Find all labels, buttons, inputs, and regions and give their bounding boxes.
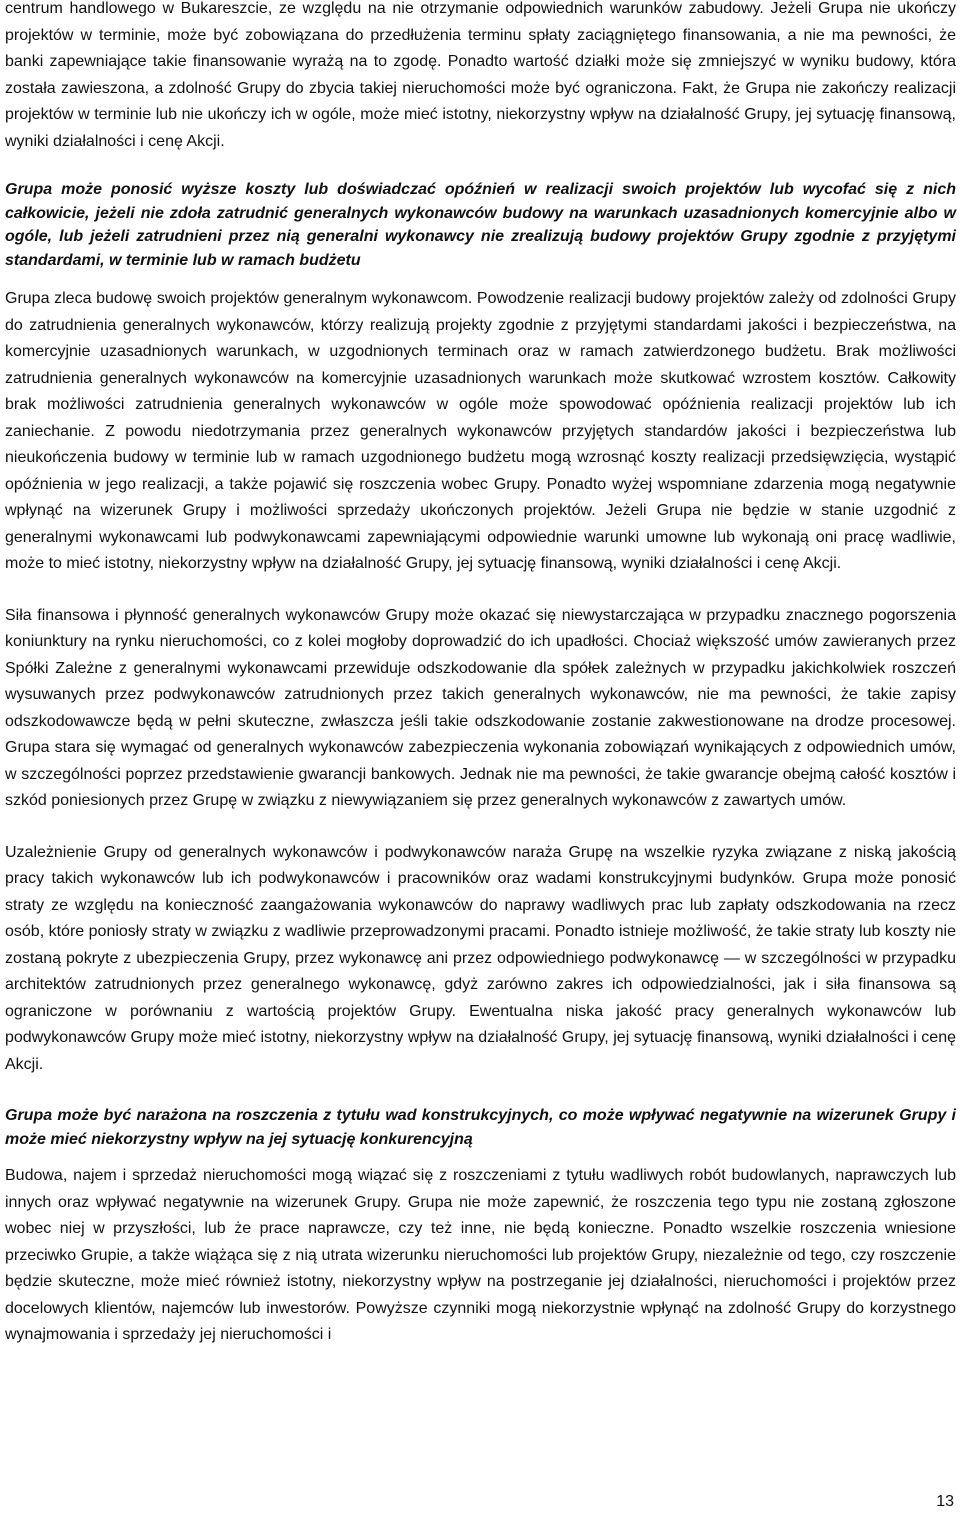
body-paragraph: centrum handlowego w Bukareszcie, ze względu na nie otrzymanie odpowiednich warunków zabudowy. Jeżeli Grupa nie ukończy projektów w terminie, może być zobowiązana do przedłużenia terminu spłaty zaciągniętego finansowania, a nie ma pewności, że banki zapewniające takie finansowanie wyrażą na to zgodę. Ponadto wartość działki może się zmniejszyć w wyniku budowy, która została zawieszona, a zdolność Grupy do zbycia takiej nieruchomości może być ograniczona. Fakt, że Grupa nie zakończy realizacji projektów w terminie lub nie ukończy ich w ogóle, może mieć istotny, niekorzystny wpływ na działalność Grupy, jej sytuację finansową, wyniki działalności i cenę Akcji. [5, 0, 956, 150]
section-heading: Grupa może być narażona na roszczenia z tytułu wad konstrukcyjnych, co może wpływać negatywnie na wizerunek Grupy i może mieć niekorzystny wpływ na jej sytuację konkurencyjną [5, 1107, 956, 1148]
body-paragraph: Grupa zleca budowę swoich projektów generalnym wykonawcom. Powodzenie realizacji budowy projektów zależy od zdolności Grupy do zatrudnienia generalnych wykonawców, którzy realizują projekty zgodnie z przyjętymi standardami jakości i bezpieczeństwa, na komercyjnie uzasadnionych warunkach, w uzgodnionych terminach oraz w ramach zatwierdzonego budżetu. Brak możliwości zatrudnienia generalnych wykonawców na komercyjnie uzasadnionych warunkach może skutkować wzrostem kosztów. Całkowity brak możliwości zatrudnienia generalnych wykonawców w ogóle może spowodować opóźnienia realizacji projektów lub ich zaniechanie. Z powodu niedotrzymania przez generalnych wykonawców przyjętych standardów jakości i bezpieczeństwa lub nieukończenia budowy w terminie lub w ramach uzgodnionego budżetu mogą wzrosnąć koszty realizacji przedsięwzięcia, wystąpić opóźnienia w jego realizacji, a także pojawić się roszczenia wobec Grupy. Ponadto wyżej wspomniane zdarzenia mogą negatywnie wpłynąć na wizerunek Grupy i możliwości sprzedaży ukończonych projektów. Jeżeli Grupa nie będzie w stanie uzgodnić z generalnymi wykonawcami lub podwykonawcami zapewniającymi odpowiednie warunki umowne lub wykonają oni pracę wadliwie, może to mieć istotny, niekorzystny wpływ na działalność Grupy, jej sytuację finansową, wyniki działalności i cenę Akcji. [5, 290, 956, 572]
page-number: 13 [936, 1493, 954, 1510]
document-page [5, 0, 956, 1349]
body-paragraph: Siła finansowa i płynność generalnych wykonawców Grupy może okazać się niewystarczająca w przypadku znacznego pogorszenia koniunktury na rynku nieruchomości, co z kolei mogłoby doprowadzić do ich upadłości. Chociaż większość umów zawieranych przez Spółki Zależne z generalnymi wykonawcami przewiduje odszkodowanie dla spółek zależnych w przypadku jakichkolwiek roszczeń wysuwanych przez podwykonawców zatrudnionych przez takich generalnych wykonawców, nie ma pewności, że takie zapisy odszkodowawcze będą w pełni skuteczne, zwłaszcza jeśli takie odszkodowanie zostanie zakwestionowane na drodze procesowej. Grupa stara się wymagać od generalnych wykonawców zabezpieczenia wykonania zobowiązań wynikających z odpowiednich umów, w szczególności poprzez przedstawienie gwarancji bankowych. Jednak nie ma pewności, że takie gwarancje obejmą całość kosztów i szkód poniesionych przez Grupę w związku z niewywiązaniem się przez generalnych wykonawców z zawartych umów. [5, 606, 956, 809]
body-paragraph: Budowa, najem i sprzedaż nieruchomości mogą wiązać się z roszczeniami z tytułu wadliwych robót budowlanych, naprawczych lub innych oraz wpływać negatywnie na wizerunek Grupy. Grupa nie może zapewnić, że roszczenia tego typu nie zostaną zgłoszone wobec niej w przyszłości, lub że prace naprawcze, czy też inne, nie będą konieczne. Ponadto wszelkie roszczenia wniesione przeciwko Grupie, a także wiążąca się z nią utrata wizerunku nieruchomości lub projektów Grupy, niezależnie od tego, czy roszczenie będzie skuteczne, może mieć również istotny, niekorzystny wpływ na postrzeganie jej działalności, nieruchomości i projektów przez docelowych klientów, najemców lub inwestorów. Powyższe czynniki mogą niekorzystnie wpłynąć na zdolność Grupy do korzystnego wynajmowania i sprzedaży jej nieruchomości i [5, 1167, 956, 1343]
section-heading: Grupa może ponosić wyższe koszty lub doświadczać opóźnień w realizacji swoich projektów lub wycofać się z nich całkowicie, jeżeli nie zdoła zatrudnić generalnych wykonawców budowy na warunkach uzasadnionych komercyjnie albo w ogóle, lub jeżeli zatrudnieni przez nią generalni wykonawcy nie zrealizują budowy projektów Grupy zgodnie z przyjętymi standardami, w terminie lub w ramach budżetu [5, 181, 956, 269]
body-paragraph: Uzależnienie Grupy od generalnych wykonawców i podwykonawców naraża Grupę na wszelkie ryzyka związane z niską jakością pracy takich wykonawców lub ich podwykonawców i pracowników oraz wadami konstrukcyjnymi budynków. Grupa może ponosić straty ze względu na konieczność zaangażowania wykonawców do naprawy wadliwych prac lub zapłaty odszkodowania na rzecz osób, które poniosły straty w związku z wadliwie przeprowadzonymi pracami. Ponadto istnieje możliwość, że takie straty lub koszty nie zostaną pokryte z ubezpieczenia Grupy, przez wykonawcę ani przez odpowiedniego podwykonawcę — w szczególności w przypadku architektów zatrudnionych przez generalnego wykonawcę, gdyż zarówno zakres ich odpowiedzialności, jak i siła finansowa są ograniczone w porównaniu z wartością projektów Grupy. Ewentualna niska jakość pracy generalnych wykonawców lub podwykonawców Grupy może mieć istotny, niekorzystny wpływ na działalność Grupy, jej sytuację finansową, wyniki działalności i cenę Akcji. [5, 843, 956, 1073]
